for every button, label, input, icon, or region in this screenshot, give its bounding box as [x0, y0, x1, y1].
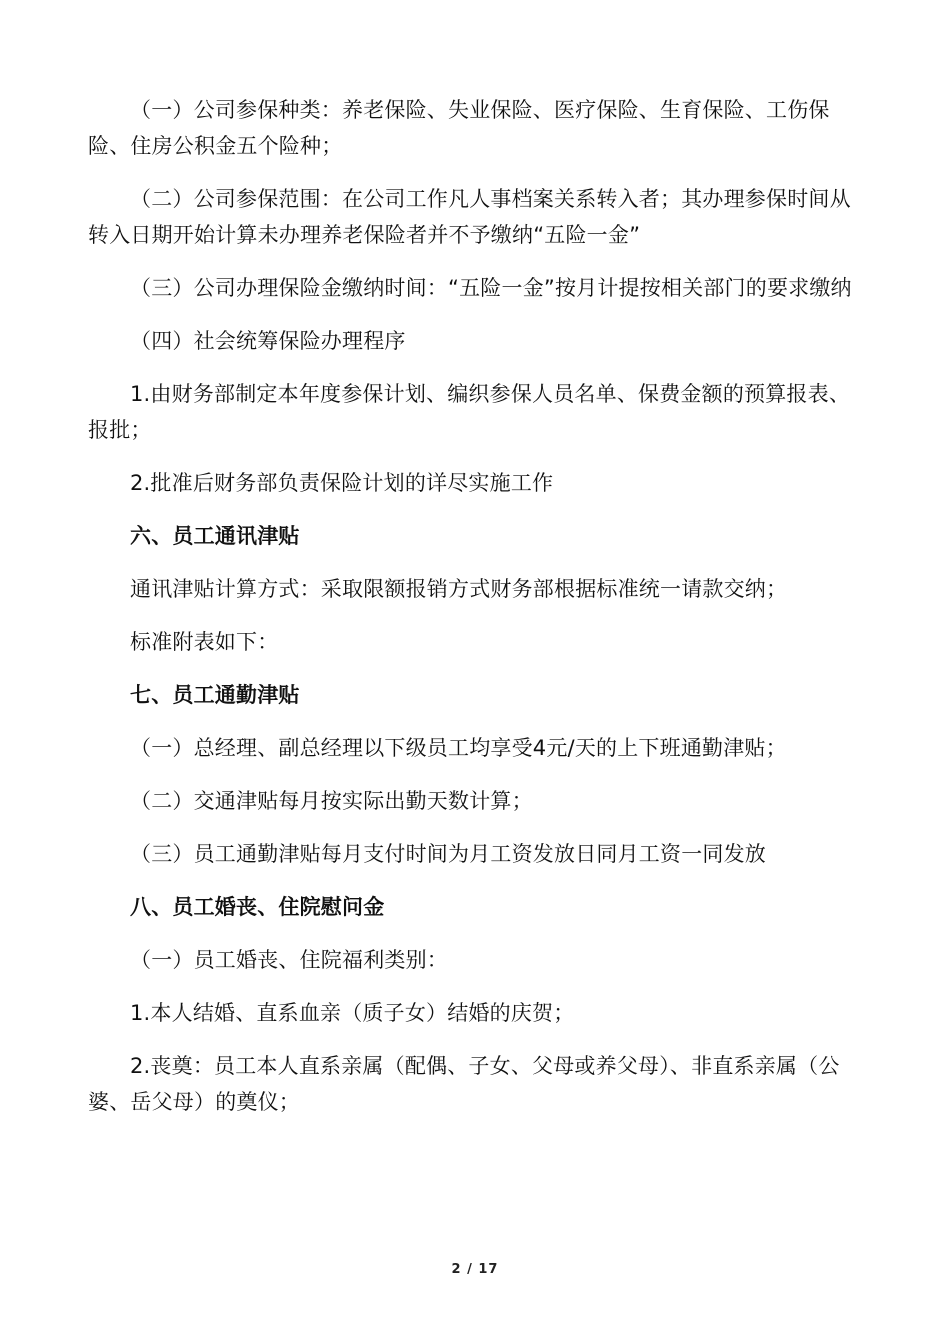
paragraph-funeral-condolence: 2.丧奠：员工本人直系亲属（配偶、子女、父母或养父母）、非直系亲属（公婆、岳父母）的奠仪；	[88, 1054, 840, 1114]
section-heading-communication-allowance: 六、员工通讯津贴	[130, 524, 300, 548]
section-heading-commute-allowance: 七、员工通勤津贴	[130, 683, 300, 707]
paragraph-commute-payment-time: （三）员工通勤津贴每月支付时间为月工资发放日同月工资一同发放	[130, 842, 766, 866]
paragraph-procedure-step-2: 2.批准后财务部负责保险计划的详尽实施工作	[130, 471, 554, 495]
paragraph-insurance-types: （一）公司参保种类：养老保险、失业保险、医疗保险、生育保险、工伤保险、住房公积金五个险种；	[88, 98, 830, 158]
document-body	[88, 92, 858, 1120]
paragraph-standard-table-note: 标准附表如下：	[130, 630, 279, 654]
paragraph-commute-calculation: （二）交通津贴每月按实际出勤天数计算；	[130, 789, 533, 813]
paragraph-insurance-payment-time: （三）公司办理保险金缴纳时间：“五险一金”按月计提按相关部门的要求缴纳	[130, 276, 852, 300]
paragraph-procedure-step-1: 1.由财务部制定本年度参保计划、编织参保人员名单、保费金额的预算报表、报批；	[88, 382, 851, 442]
paragraph-insurance-scope: （二）公司参保范围：在公司工作凡人事档案关系转入者；其办理参保时间从转入日期开始计算未办理养老保险者并不予缴纳“五险一金”	[88, 187, 851, 247]
paragraph-wedding-celebration: 1.本人结婚、直系血亲（质子女）结婚的庆贺；	[130, 1001, 575, 1025]
paragraph-insurance-procedure: （四）社会统筹保险办理程序	[130, 329, 406, 353]
paragraph-communication-calculation: 通讯津贴计算方式：采取限额报销方式财务部根据标准统一请款交纳；	[130, 577, 788, 601]
page-number: 2 / 17	[451, 1262, 499, 1277]
paragraph-welfare-categories: （一）员工婚丧、住院福利类别：	[130, 948, 448, 972]
section-heading-condolence-fund: 八、员工婚丧、住院慰问金	[130, 895, 385, 919]
paragraph-commute-rate: （一）总经理、副总经理以下级员工均享受4元/天的上下班通勤津贴；	[130, 736, 787, 760]
